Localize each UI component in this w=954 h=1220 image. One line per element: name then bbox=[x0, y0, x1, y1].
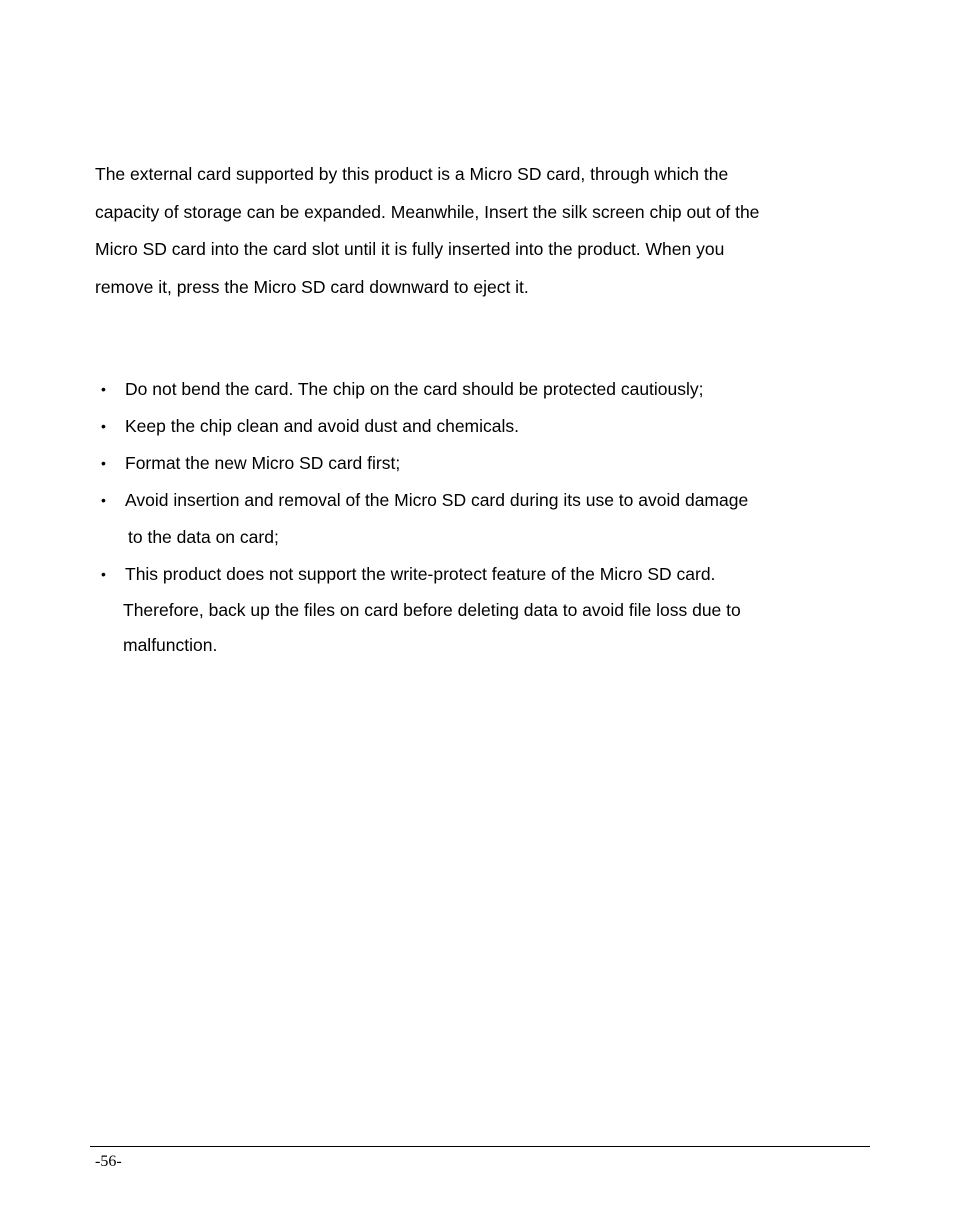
list-item bbox=[95, 371, 835, 408]
list-item bbox=[95, 408, 835, 445]
list-item-text: Keep the chip clean and avoid dust and chemicals. bbox=[125, 416, 520, 436]
intro-line: The external card supported by this product is a Micro SD card, through which the bbox=[95, 164, 729, 184]
bullet-marker: • bbox=[101, 418, 106, 434]
bullet-marker: • bbox=[101, 455, 106, 471]
list-item bbox=[95, 482, 835, 556]
bullet-marker: • bbox=[101, 566, 106, 582]
list-item bbox=[95, 556, 835, 663]
list-item-text: Format the new Micro SD card first; bbox=[125, 453, 401, 473]
list-item-text: Avoid insertion and removal of the Micro SD card during its use to avoid damage bbox=[125, 490, 749, 510]
page-number: -56- bbox=[95, 1153, 122, 1170]
list-item-text: Do not bend the card. The chip on the card should be protected cautiously; bbox=[125, 379, 704, 399]
list-item-text-continued: malfunction. bbox=[123, 635, 218, 655]
bullet-marker: • bbox=[101, 381, 106, 397]
precautions-list bbox=[95, 371, 835, 663]
list-item bbox=[95, 445, 835, 482]
list-item-text: This product does not support the write-protect feature of the Micro SD card. bbox=[125, 564, 716, 584]
list-item-text-continued: Therefore, back up the files on card before deleting data to avoid file loss due to bbox=[123, 600, 741, 620]
footer-divider bbox=[90, 1146, 870, 1147]
list-item-text-continued: to the data on card; bbox=[128, 527, 279, 547]
intro-line: remove it, press the Micro SD card downward to eject it. bbox=[95, 277, 529, 298]
intro-paragraph bbox=[95, 156, 825, 307]
bullet-marker: • bbox=[101, 492, 106, 508]
intro-line: capacity of storage can be expanded. Meanwhile, Insert the silk screen chip out of the bbox=[95, 201, 760, 222]
intro-line: Micro SD card into the card slot until it is fully inserted into the product. When you bbox=[95, 239, 725, 260]
